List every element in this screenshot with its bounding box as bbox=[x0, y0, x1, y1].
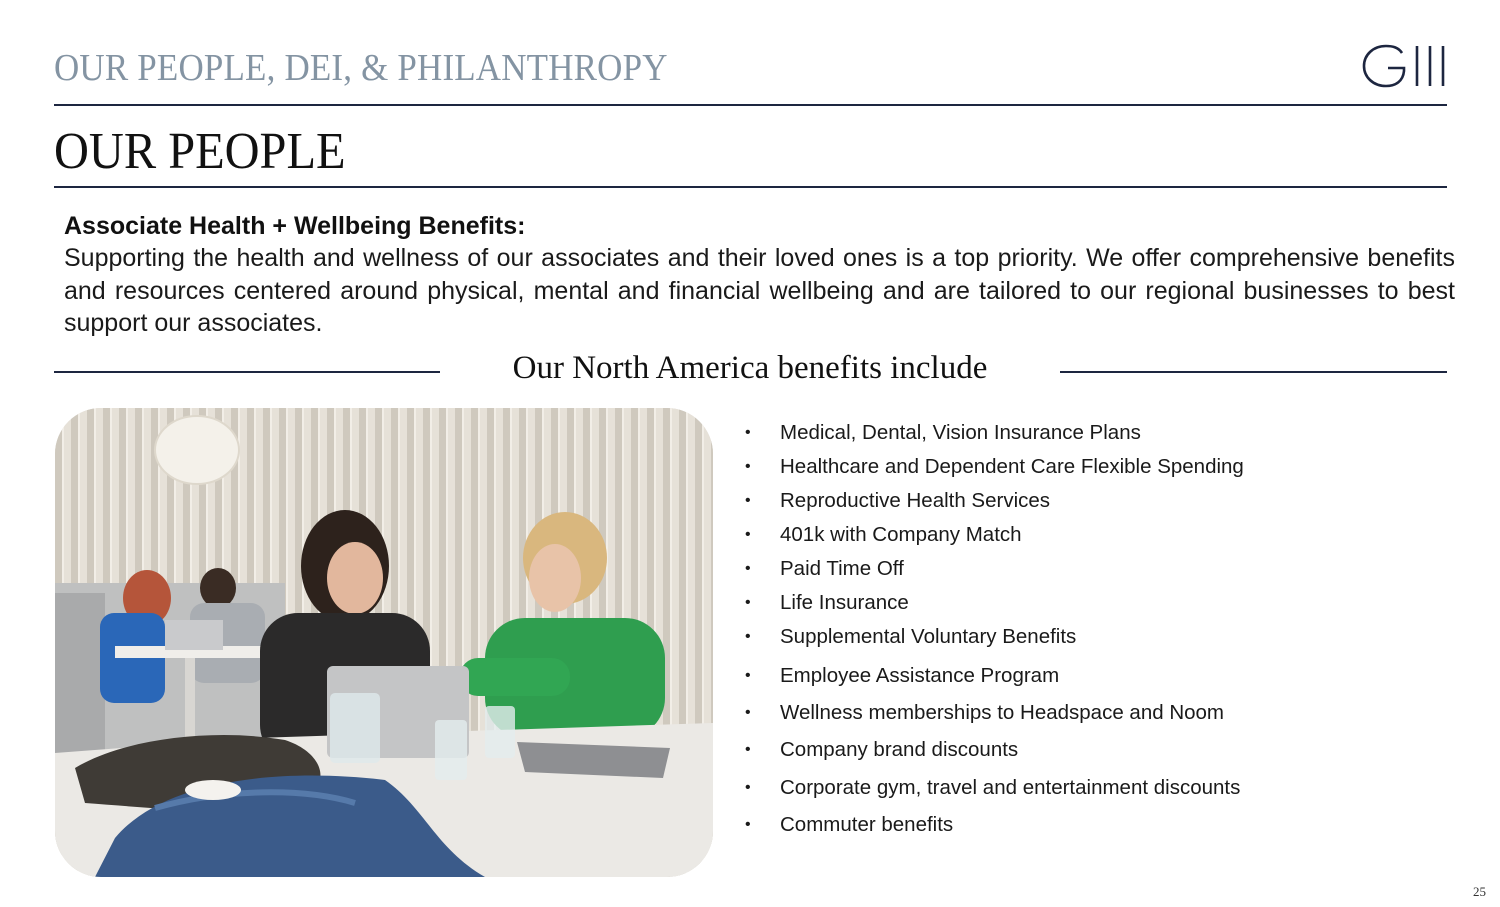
bullet-icon: • bbox=[745, 628, 751, 645]
benefit-label: Paid Time Off bbox=[780, 557, 904, 580]
benefit-item bbox=[745, 664, 1059, 688]
benefit-label: Life Insurance bbox=[780, 591, 909, 614]
benefit-label: Employee Assistance Program bbox=[780, 664, 1060, 687]
benefit-label: Wellness memberships to Headspace and Noom bbox=[780, 701, 1225, 724]
benefit-label: Commuter benefits bbox=[780, 813, 954, 836]
bullet-icon: • bbox=[745, 816, 751, 833]
benefit-item bbox=[745, 701, 1224, 725]
section-title: OUR PEOPLE, DEI, & PHILANTHROPY bbox=[54, 47, 668, 89]
benefit-item bbox=[745, 455, 1244, 479]
benefit-label: Medical, Dental, Vision Insurance Plans bbox=[780, 421, 1141, 444]
section-rule-left bbox=[54, 371, 440, 373]
benefit-item bbox=[745, 738, 1018, 762]
bullet-icon: • bbox=[745, 704, 751, 721]
benefit-item bbox=[745, 591, 909, 615]
benefit-label: Supplemental Voluntary Benefits bbox=[780, 625, 1077, 648]
bullet-icon: • bbox=[745, 594, 751, 611]
bullet-icon: • bbox=[745, 667, 751, 684]
benefit-item bbox=[745, 625, 1076, 649]
page-number: 25 bbox=[1473, 884, 1486, 899]
section-rule-right bbox=[1060, 371, 1447, 373]
bullet-icon: • bbox=[745, 458, 751, 475]
benefits-section-title: Our North America benefits include bbox=[512, 350, 988, 386]
bullet-icon: • bbox=[745, 779, 751, 796]
heading-divider bbox=[54, 186, 1447, 188]
benefit-item bbox=[745, 421, 1141, 445]
header-divider bbox=[54, 104, 1447, 106]
intro-heading: Associate Health + Wellbeing Benefits: bbox=[64, 212, 526, 240]
bullet-icon: • bbox=[745, 492, 751, 509]
office-photo bbox=[55, 408, 713, 877]
benefit-item bbox=[745, 489, 1050, 513]
bullet-icon: • bbox=[745, 424, 751, 441]
intro-body: Supporting the health and wellness of our associates and their loved ones is a top priority. We offer comprehensive benefits and resources centered around physical, mental and financial wellbeing and are tailored to our regional businesses to best support our associates. bbox=[64, 244, 1455, 337]
benefit-item bbox=[745, 557, 904, 581]
benefit-item bbox=[745, 523, 1022, 547]
intro-block bbox=[64, 210, 1455, 340]
benefit-label: 401k with Company Match bbox=[780, 523, 1022, 546]
bullet-icon: • bbox=[745, 741, 751, 758]
bullet-icon: • bbox=[745, 526, 751, 543]
bullet-icon: • bbox=[745, 560, 751, 577]
benefit-item bbox=[745, 813, 953, 837]
benefit-label: Reproductive Health Services bbox=[780, 489, 1051, 512]
benefit-label: Healthcare and Dependent Care Flexible Spending bbox=[780, 455, 1244, 478]
page-heading: OUR PEOPLE bbox=[54, 123, 346, 180]
benefit-label: Company brand discounts bbox=[780, 738, 1019, 761]
benefit-label: Corporate gym, travel and entertainment discounts bbox=[780, 776, 1241, 799]
giii-logo bbox=[1362, 44, 1450, 88]
benefit-item bbox=[745, 776, 1240, 800]
